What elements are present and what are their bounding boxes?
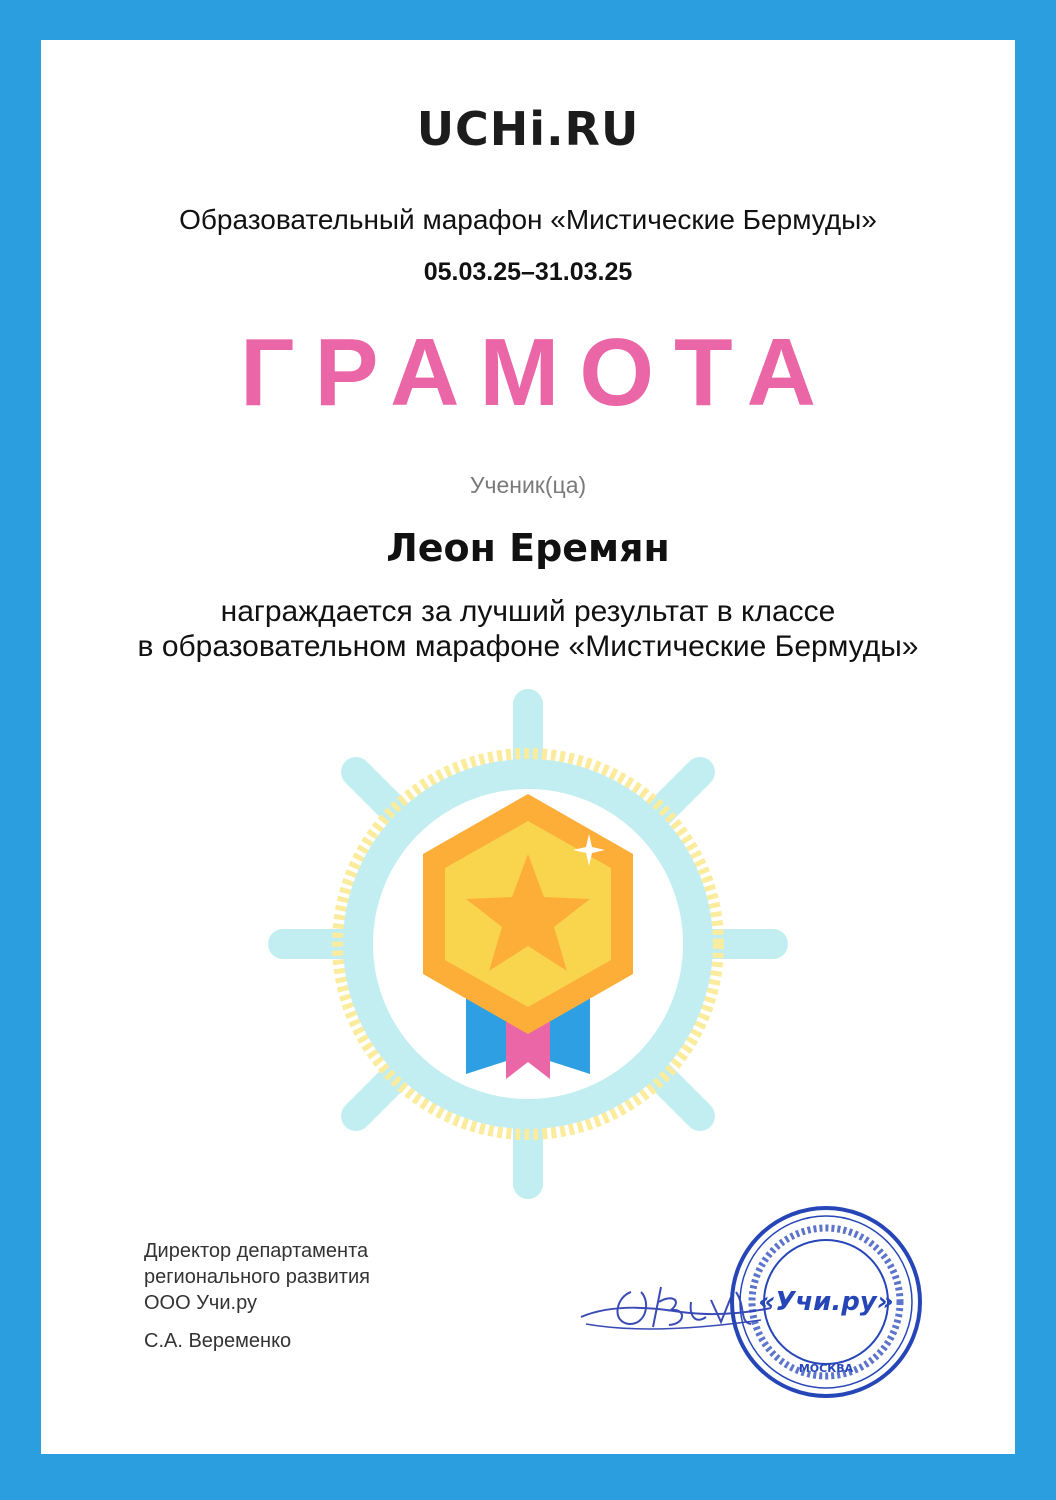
signatory-company: ООО Учи.ру xyxy=(144,1292,257,1314)
company-stamp xyxy=(726,1202,926,1407)
stamp-center-text: «Учи.ру» xyxy=(758,1287,894,1317)
ship-wheel-medal-icon xyxy=(263,684,793,1209)
signatory-position-line-1: Директор департамента xyxy=(144,1240,369,1262)
marathon-title: Образовательный марафон «Мистические Бермуды» xyxy=(179,204,877,235)
award-line-1: награждается за лучший результат в классе xyxy=(220,595,836,628)
uchi-logo: UCHi.RU xyxy=(416,102,640,156)
marathon-dates: 05.03.25–31.03.25 xyxy=(423,258,633,286)
signatory-block xyxy=(144,1238,370,1354)
certificate-title: ГРАМОТА xyxy=(240,319,836,426)
student-label: Ученик(ца) xyxy=(469,472,587,498)
award-line-2: в образовательном марафоне «Мистические Бермуды» xyxy=(137,630,919,663)
signatory-name: С.А. Веременко xyxy=(144,1330,292,1352)
certificate-sheet xyxy=(41,40,1015,1454)
student-name: Леон Еремян xyxy=(386,526,670,570)
award-text xyxy=(41,594,1015,664)
stamp-city: МОСКВА xyxy=(798,1362,854,1375)
signatory-position-line-2: регионального развития xyxy=(144,1266,370,1288)
